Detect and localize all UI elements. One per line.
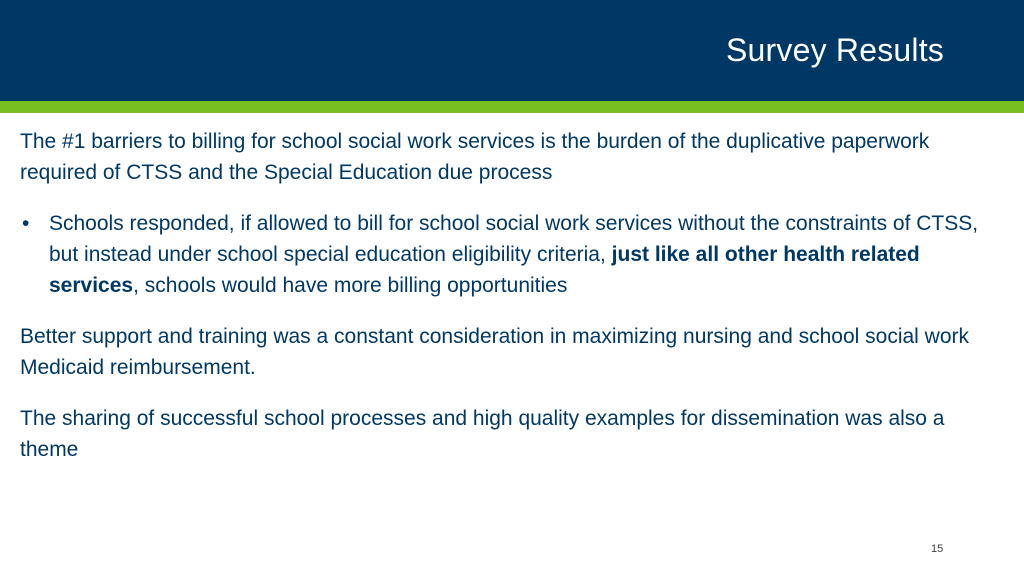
bullet-text-start: Schools responded, if allowed to bill for school social work services without the constraints of CTSS, but instead under school special education eligibility criteria, [49,212,979,266]
slide-title: Survey Results [726,32,944,68]
bullet-text-bold: just like all other health related services [49,243,920,297]
page-number: 15 [931,543,944,555]
accent-strip [0,101,1024,113]
paragraph-support-training: Better support and training was a constant consideration in maximizing nursing and school social work Medicaid reimbursement. [20,325,969,379]
bullet-list [20,208,1000,301]
slide-content [20,126,1000,485]
bullet-text-end: , schools would have more billing opportunities [133,274,568,297]
bullet-item-schools-responded [20,208,1000,301]
paragraph-barriers: The #1 barriers to billing for school social work services is the burden of the duplicative paperwork required of CTSS and the Special Education due process [20,130,930,184]
paragraph-sharing: The sharing of successful school processes and high quality examples for dissemination was also a theme [20,407,945,461]
bullet-icon: • [22,212,30,235]
